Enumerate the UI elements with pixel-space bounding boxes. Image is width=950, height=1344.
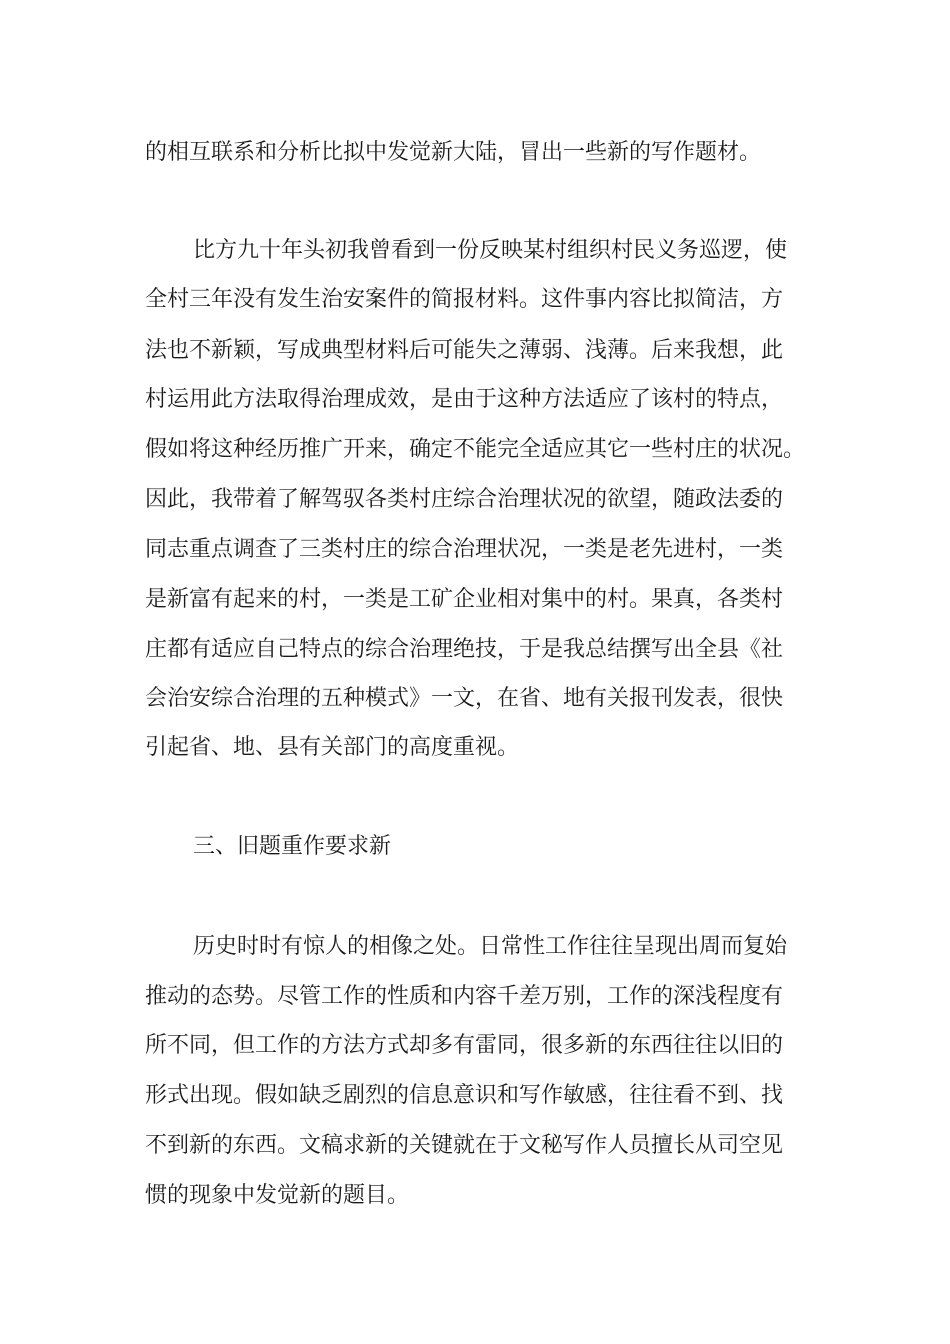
- paragraph-line: 法也不新颖，写成典型材料后可能失之薄弱、浅薄。后来我想，此: [145, 338, 784, 363]
- section-heading: 三、旧题重作要求新: [193, 834, 392, 859]
- paragraph-line: 不到新的东西。文稿求新的关键就在于文秘写作人员擅长从司空见: [145, 1133, 784, 1158]
- paragraph-line: 村运用此方法取得治理成效，是由于这种方法适应了该村的特点，: [145, 387, 784, 412]
- paragraph-line: 全村三年没有发生治安案件的简报材料。这件事内容比拟简洁，方: [145, 287, 784, 312]
- paragraph-line: 历史时时有惊人的相像之处。日常性工作往往呈现出周而复始: [193, 934, 788, 959]
- paragraph-line: 推动的态势。尽管工作的性质和内容千差万别，工作的深浅程度有: [145, 984, 784, 1009]
- paragraph-line: 同志重点调查了三类村庄的综合治理状况，一类是老先进村，一类: [145, 537, 784, 562]
- paragraph-line: 所不同，但工作的方法方式却多有雷同，很多新的东西往往以旧的: [145, 1033, 784, 1058]
- paragraph-line: 因此，我带着了解驾驭各类村庄综合治理状况的欲望，随政法委的: [145, 487, 784, 512]
- paragraph-line: 形式出现。假如缺乏剧烈的信息意识和写作敏感，往往看不到、找: [145, 1083, 784, 1108]
- paragraph-line: 是新富有起来的村，一类是工矿企业相对集中的村。果真，各类村: [145, 587, 784, 612]
- paragraph-line: 庄都有适应自己特点的综合治理绝技，于是我总结撰写出全县《社: [145, 637, 784, 662]
- paragraph-line: 引起省、地、县有关部门的高度重视。: [145, 735, 520, 760]
- paragraph-line: 惯的现象中发觉新的题目。: [145, 1183, 410, 1208]
- paragraph-line: 的相互联系和分析比拟中发觉新大陆，冒出一些新的写作题材。: [145, 140, 762, 165]
- paragraph-line: 假如将这种经历推广开来，确定不能完全适应其它一些村庄的状况。: [145, 437, 806, 462]
- paragraph-line: 会治安综合治理的五种模式》一文，在省、地有关报刊发表，很快: [145, 686, 784, 711]
- paragraph-line: 比方九十年头初我曾看到一份反映某村组织村民义务巡逻，使: [193, 238, 788, 263]
